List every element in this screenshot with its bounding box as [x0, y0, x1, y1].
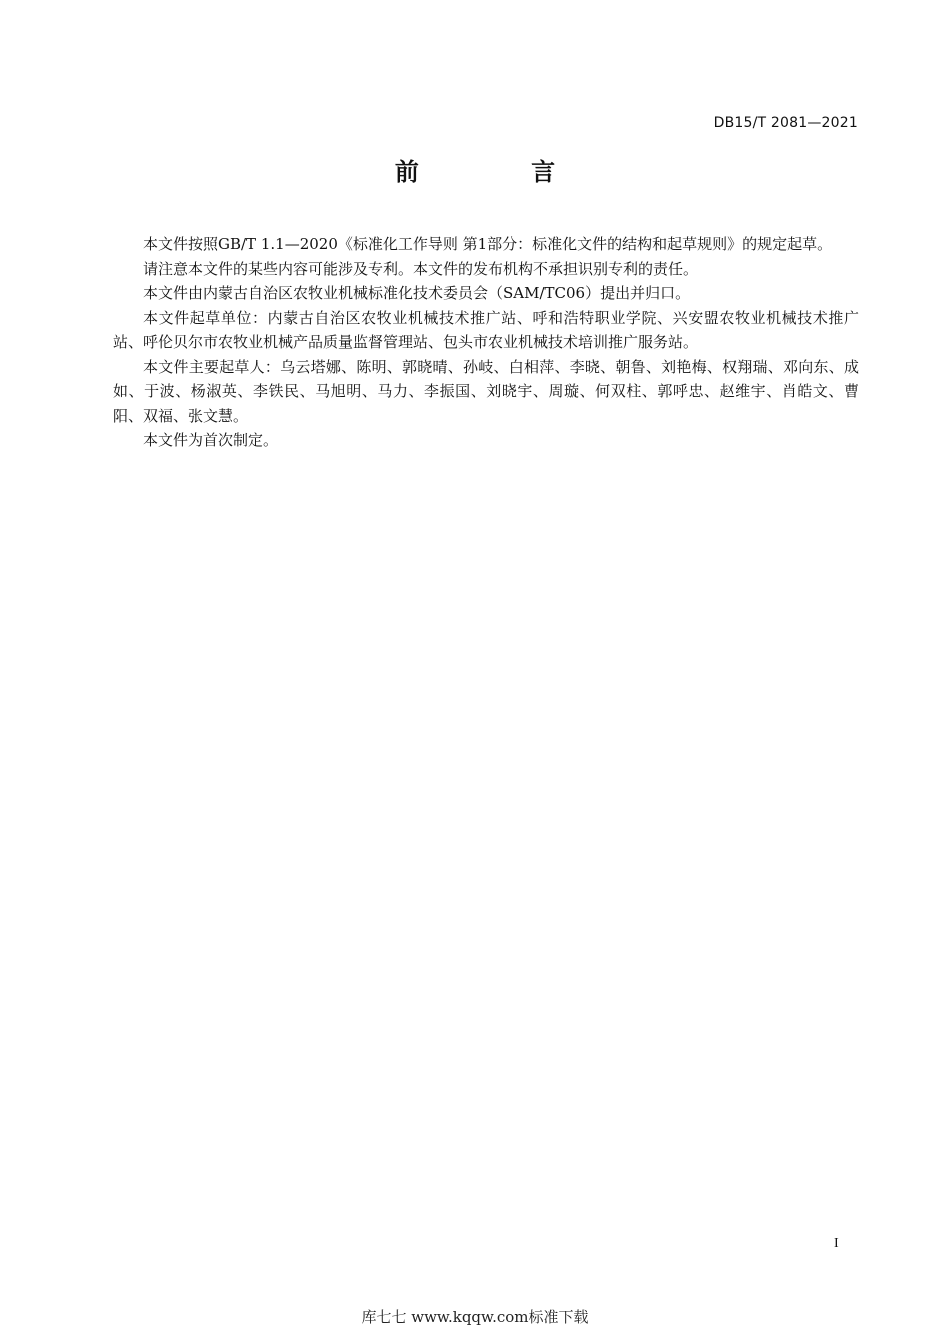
foreword-body	[113, 232, 859, 453]
paragraph-drafting-units: 本文件起草单位：内蒙古自治区农牧业机械技术推广站、呼和浩特职业学院、兴安盟农牧业机械技术推广站、呼伦贝尔市农牧业机械产品质量监督管理站、包头市农业机械技术培训推广服务站。	[113, 308, 859, 351]
document-code: DB15/T 2081—2021	[713, 115, 858, 131]
paragraph-drafting-rules: 本文件按照GB/T 1.1—2020《标准化工作导则 第1部分：标准化文件的结构和起草规则》的规定起草。	[143, 235, 833, 253]
paragraph-first-edition: 本文件为首次制定。	[143, 431, 279, 449]
footer-watermark-text: 库七七 www.kqqw.com标准下载	[361, 1308, 589, 1326]
paragraph-drafters: 本文件主要起草人：乌云塔娜、陈明、郭晓晴、孙岐、白相萍、李晓、朝鲁、刘艳梅、权翔瑞、邓向东、成如、于波、杨淑英、李铁民、马旭明、马力、李振国、刘晓宇、周璇、何双柱、郭呼忠、赵维宇、肖皓文、曹阳、双福、张文慧。	[113, 357, 859, 425]
paragraph-proposer: 本文件由内蒙古自治区农牧业机械标准化技术委员会（SAM/TC06）提出并归口。	[143, 284, 691, 302]
page-title: 前 言	[394, 158, 608, 186]
paragraph-patent-notice: 请注意本文件的某些内容可能涉及专利。本文件的发布机构不承担识别专利的责任。	[143, 259, 699, 278]
page-number: I	[834, 1236, 839, 1251]
